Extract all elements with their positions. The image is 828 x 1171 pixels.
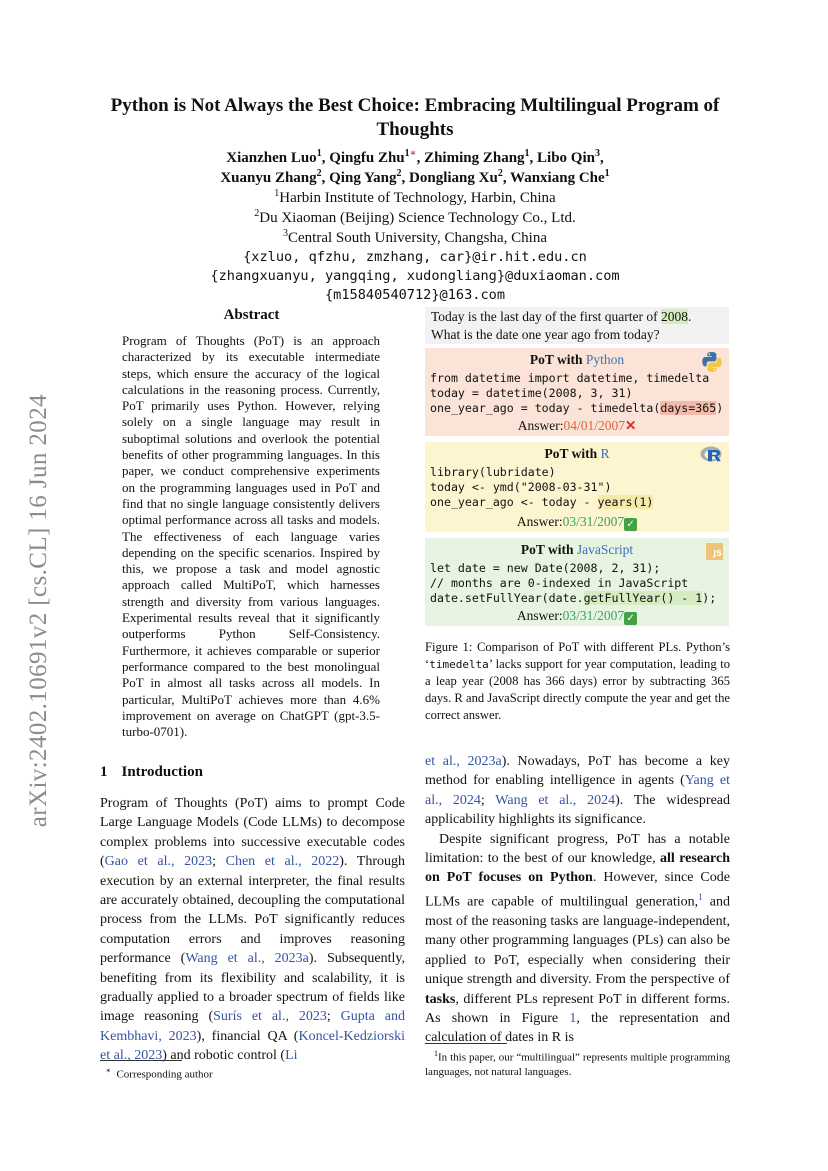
citation-link[interactable]: Gao et al., 2023 (104, 854, 213, 870)
figure-link[interactable]: 1 (569, 1010, 577, 1026)
citation-link[interactable]: Yang et al., 2024 (425, 773, 730, 808)
r-code-box (425, 442, 729, 532)
citation-link[interactable]: Surís et al., 2023 (213, 1009, 327, 1025)
python-answer: Answer:04/01/2007✕ (517, 418, 637, 433)
figure-caption: Figure 1: Comparison of PoT with different PLs. Python’s ‘timedelta’ lacks support for year computation, leading to a leap year (2008 has 366 days) error by subtracting 365 days. R and JavaScript directly compute the year and get the correct answer. (425, 640, 730, 722)
right-column-text (425, 752, 730, 1048)
affiliation: $^2$Du Xiaoman (Beijing) Science Technology Co., Ltd. (254, 208, 576, 226)
email: {zhangxuanyu, yangqing, xudongliang}@duxiaoman.com (210, 268, 620, 284)
figure-question: Today is the last day of the first quarter of 2008. What is the date one year ago from today? (425, 307, 729, 344)
r-code: library(lubridate) today <- ymd("2008-03-31") one_year_ago <- today - years(1) (430, 465, 654, 510)
author-sup: 2 (497, 168, 503, 179)
author-sup: 3 (595, 148, 600, 159)
abstract-heading: Abstract (223, 307, 280, 323)
footnote-link[interactable]: 1 (698, 891, 703, 902)
author-line-2: Xuanyu Zhang$^2$, Qing Yang$^2$, Dongliang Xu$^2$, Wanxiang Che$^1$ (220, 168, 610, 186)
python-code: from datetime import datetime, timedelta today = datetime(2008, 3, 31) one_year_ago = today - timedelta(days=365) (430, 371, 724, 416)
author-sup: 1∗ (404, 148, 417, 159)
author-name: Zhiming Zhang (424, 150, 525, 166)
author-name: Qingfu Zhu (329, 150, 405, 166)
abstract-text: Program of Thoughts (PoT) is an approach characterized by its executable intermediate steps, which ensure the accuracy of the logical calculations in the reasoning process. Currently, PoT primarily uses Python. However, relying solely on a single language may result in suboptimal solutions and overlook the potential benefits of other programming languages. In this paper, we conduct comprehensive experiments on the programming languages used in PoT and find that no single language consistently delivers optimal performance across all tasks and models. The effectiveness of each language varies depending on the specific scenarios. Inspired by this, we propose a task and model agnostic approach called MultiPoT, which harnesses strength and diversity from various languages. Experimental results reveal that it significantly outperforms Python Self-Consistency. Furthermore, it achieves comparable or superior performance compared to the best monolingual PoT in almost all tasks across all models. In particular, MultiPoT achieves more than 4.6% improvement on average on ChatGPT (gpt-3.5-turbo-0701). (122, 333, 380, 740)
python-logo-icon (701, 351, 723, 373)
wrong-cross-icon: ✕ (624, 418, 637, 433)
author-line-1: Xianzhen Luo$^1$, Qingfu Zhu$^{1∗}$, Zhiming Zhang$^1$, Libo Qin$^3$, (226, 148, 604, 166)
email: {xzluo, qfzhu, zmzhang, car}@ir.hit.edu.cn (243, 249, 587, 265)
python-box-title: PoT with Python (529, 352, 625, 367)
author-name: Libo Qin (537, 150, 595, 166)
r-answer: Answer:03/31/2007 ✓ (425, 514, 729, 531)
paragraph: et al., 2023a). Nowadays, PoT has become a key method for enabling intelligence in agents (Yang et al., 2024; Wang et al., 2024). The widespread applicability highlights its significance. (425, 754, 731, 828)
javascript-logo-icon: JS (706, 543, 723, 560)
paper-title: Python is Not Always the Best Choice: Embracing Multilingual Program of Thoughts (110, 95, 720, 140)
citation-link[interactable]: Li (285, 1048, 298, 1064)
section-heading-introduction: 1 Introduction (100, 764, 203, 780)
author-sup: 1 (524, 148, 530, 159)
author-name: Xuanyu Zhang (220, 170, 317, 186)
correct-check-icon: ✓ (624, 612, 637, 625)
author-name: Dongliang Xu (409, 170, 498, 186)
paragraph: Despite significant progress, PoT has a notable limitation: to the best of our knowledge, all research on PoT focuses on Python. However, since Code LLMs are capable of multilingual generation,$^1$ and most of the reasoning tasks are language-independent, many other programming languages (PLs) can also be applied to PoT, especially when considering their unique strength and diversity. From the perspective of tasks, different PLs represent PoT in different forms. As shown in Figure 1, the representation and calculation of dates in R is (425, 831, 730, 1046)
r-box-title: PoT with R (544, 446, 610, 461)
author-name: Qing Yang (329, 170, 397, 186)
author-sup: 1 (604, 168, 610, 179)
correct-check-icon: ✓ (624, 518, 637, 531)
citation-link[interactable]: Koncel-Kedziorski et al., 2023 (100, 1028, 405, 1064)
footnote-corresponding: ∗ Corresponding author (105, 1066, 213, 1081)
affiliation: $^1$Harbin Institute of Technology, Harbin, China (274, 188, 556, 206)
footnote-multilingual: $^1$In this paper, our “multilingual” represents multiple programming languages, not natural languages. (425, 1049, 730, 1078)
javascript-answer: Answer:03/31/2007 ✓ (425, 608, 729, 625)
javascript-code: let date = new Date(2008, 2, 31); // months are 0-indexed in JavaScript date.setFullYear(date.getFullYear() - 1); (430, 561, 717, 606)
javascript-box-title: PoT with JavaScript (520, 542, 634, 557)
citation-link[interactable]: Wang et al., 2024 (495, 792, 616, 808)
footnote-rule (100, 1060, 182, 1061)
corresponding-mark: ∗ (409, 148, 417, 159)
email: {m15840540712}@163.com (324, 287, 506, 303)
javascript-code-box (425, 538, 729, 626)
r-logo-icon (700, 445, 724, 465)
citation-link[interactable]: Chen et al., 2022 (225, 854, 340, 870)
introduction-text: Program of Thoughts (PoT) aims to prompt Code Large Language Models (Code LLMs) to decompose complex problems into successive executable codes (Gao et al., 2023; Chen et al., 2022). Through execution by an external interpreter, the final results are accurately obtained, decoupling the computational process from the LLMs. PoT significantly reduces computation errors and improves reasoning performance (Wang et al., 2023a). Subsequently, benefiting from its flexibility and scalability, it is gradually applied to a broader spectrum of fields like image reasoning (Surís et al., 2023; Gupta and Kembhavi, 2023), financial QA (Koncel-Kedziorski et al., 2023) and robotic control (Li (100, 796, 406, 1064)
citation-link[interactable]: et al., 2023a (425, 754, 502, 769)
python-code-box (425, 348, 729, 436)
arxiv-identifier: arXiv:2402.10691v2 [cs.CL] 16 Jun 2024 (25, 394, 52, 828)
footnote-rule (425, 1043, 507, 1044)
affiliation: $^3$Central South University, Changsha, China (283, 228, 547, 246)
author-block (92, 148, 738, 305)
citation-link[interactable]: Gupta and Kembhavi, 2023 (100, 1009, 406, 1044)
author-name: Xianzhen Luo (226, 150, 317, 166)
author-sup: 2 (396, 168, 402, 179)
author-name: Wanxiang Che (510, 170, 605, 186)
author-sup: 1 (316, 148, 322, 159)
citation-link[interactable]: Wang et al., 2023a (185, 951, 309, 967)
author-sup: 2 (316, 168, 322, 179)
